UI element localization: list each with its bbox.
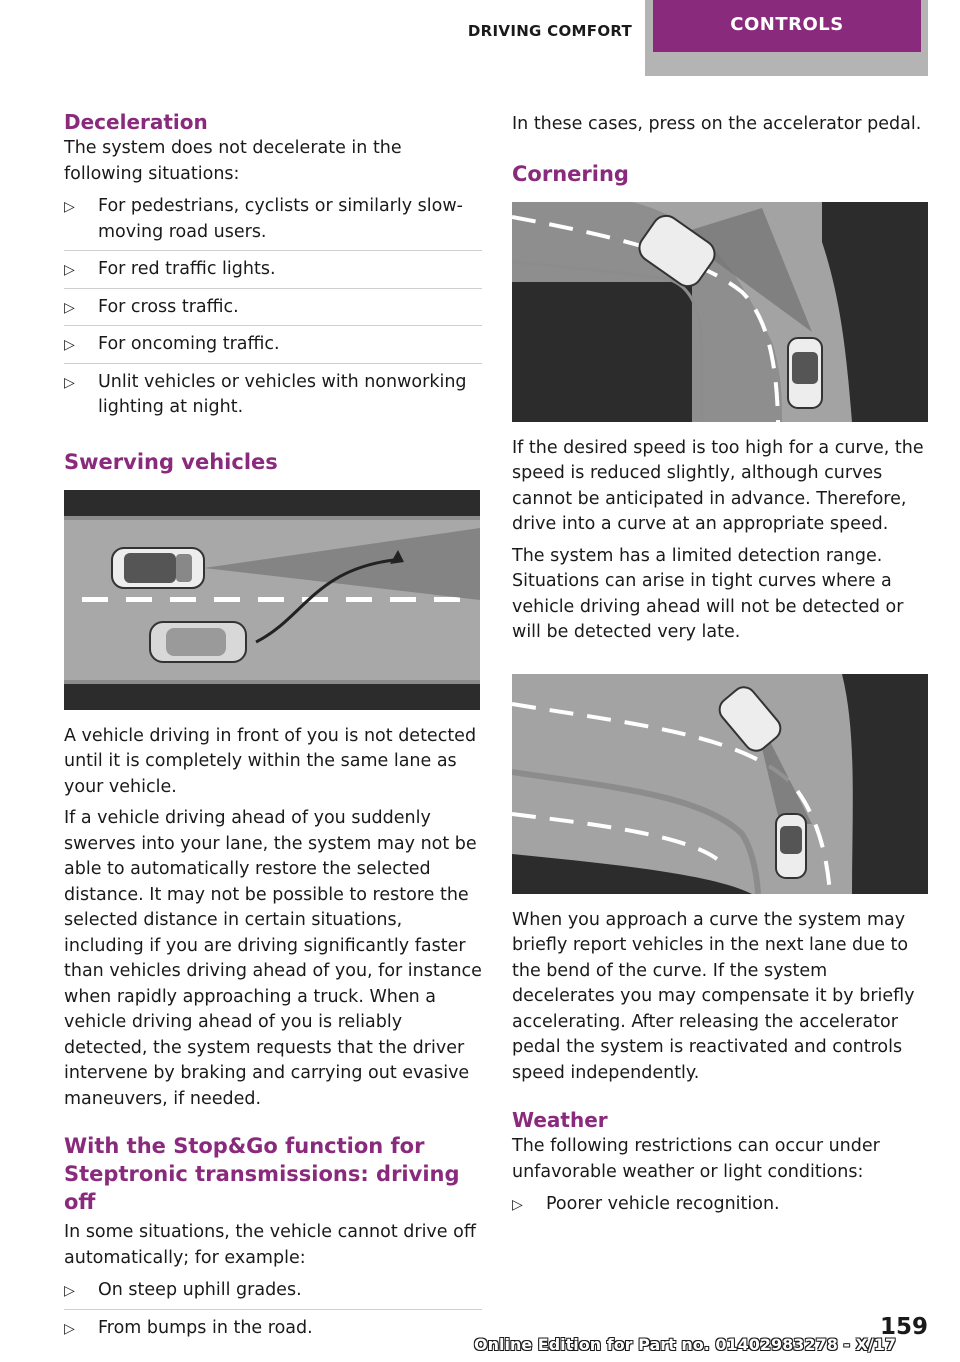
press-accelerator-text: In these cases, press on the accelerator pedal. [512,114,922,134]
triangle-right-icon: ▷ [512,1197,523,1213]
triangle-right-icon: ▷ [64,199,75,215]
list-item: ▷ For pedestrians, cyclists or similarly slow-moving road users. [64,193,482,251]
weather-heading: Weather [512,1108,608,1132]
chapter-tab-label-box [653,0,921,52]
deceleration-intro: The system does not decelerate in the following situations: [64,138,402,184]
cornering-paragraph-1: If the desired speed is too high for a curve, the speed is reduced slightly, although curves cannot be anticipated in advance. Therefore, drive into a curve at an appropriate speed. [512,437,924,534]
section-title: DRIVING COMFORT [467,22,633,40]
chapter-tab [645,0,928,76]
cornering-paragraph-2: The system has a limited detection range. Situations can arise in tight curves where a vehicle driving ahead will not be detected or will be detected very late. [512,545,904,642]
list-item: ▷ For red traffic lights. [64,256,482,289]
stopgo-intro: In some situations, the vehicle cannot drive off automatically; for example: [64,1222,476,1268]
list-item: ▷ Unlit vehicles or vehicles with nonworking lighting at night. [64,371,467,417]
stopgo-heading: With the Stop&Go function for Steptronic transmissions: driving off [64,1134,460,1214]
triangle-right-icon: ▷ [64,374,75,391]
swerving-paragraph-2: If a vehicle driving ahead of you suddenly swerves into your lane, the system may not be able to automatically restore the selected distance. It may not be possible to restore the selected distance in certain situations, including if you are driving significantly faster than vehicles driving ahead of you, for instance when rapidly approaching a truck. When a vehicle driving ahead of you is reliably detected, the system requests that the driver intervene by braking and carrying out evasive maneuvers, if needed. [64,808,482,1109]
swerving-illustration [64,490,480,710]
chapter-tab-label: CONTROLS [730,14,844,35]
own-car [112,548,204,588]
list-item: ▷ Poorer vehicle recognition. [512,1191,932,1223]
deceleration-list [64,193,482,426]
weather-list [512,1191,932,1223]
curve-paragraph: When you approach a curve the system may briefly report vehicles in the next lane due to the bend of the curve. If the system decelerates you may compensate it by briefly accelerating. After releasing the accelerator pedal the system is reactivated and controls speed independently. [512,909,915,1083]
list-item: ▷ For cross traffic. [64,294,482,327]
weather-intro: The following restrictions can occur under unfavorable weather or light conditions: [512,1136,880,1182]
triangle-right-icon: ▷ [64,337,75,353]
edition-footer: Online Edition for Part no. 01402983278 - X/17 [474,1335,897,1354]
triangle-right-icon: ▷ [64,1320,75,1337]
right-column [512,108,932,1223]
triangle-right-icon: ▷ [64,299,75,316]
cornering-illustration-2 [512,674,928,894]
swerving-paragraph-1: A vehicle driving in front of you is not detected until it is completely within the same lane as your vehicle. [64,725,477,797]
cornering-illustration-1 [512,202,928,422]
list-item: ▷ From bumps in the road. [64,1315,482,1347]
deceleration-heading: Deceleration [64,110,208,134]
triangle-right-icon: ▷ [64,262,75,278]
page-number: 159 [879,1314,928,1340]
list-item: ▷ On steep uphill grades. [64,1277,482,1310]
stopgo-list [64,1277,482,1346]
left-column [64,108,482,1346]
list-item: ▷ For oncoming traffic. [64,331,482,364]
swerving-heading: Swerving vehicles [64,449,278,474]
triangle-right-icon: ▷ [64,1283,75,1299]
swerving-car [150,622,246,662]
cornering-heading: Cornering [512,161,629,186]
